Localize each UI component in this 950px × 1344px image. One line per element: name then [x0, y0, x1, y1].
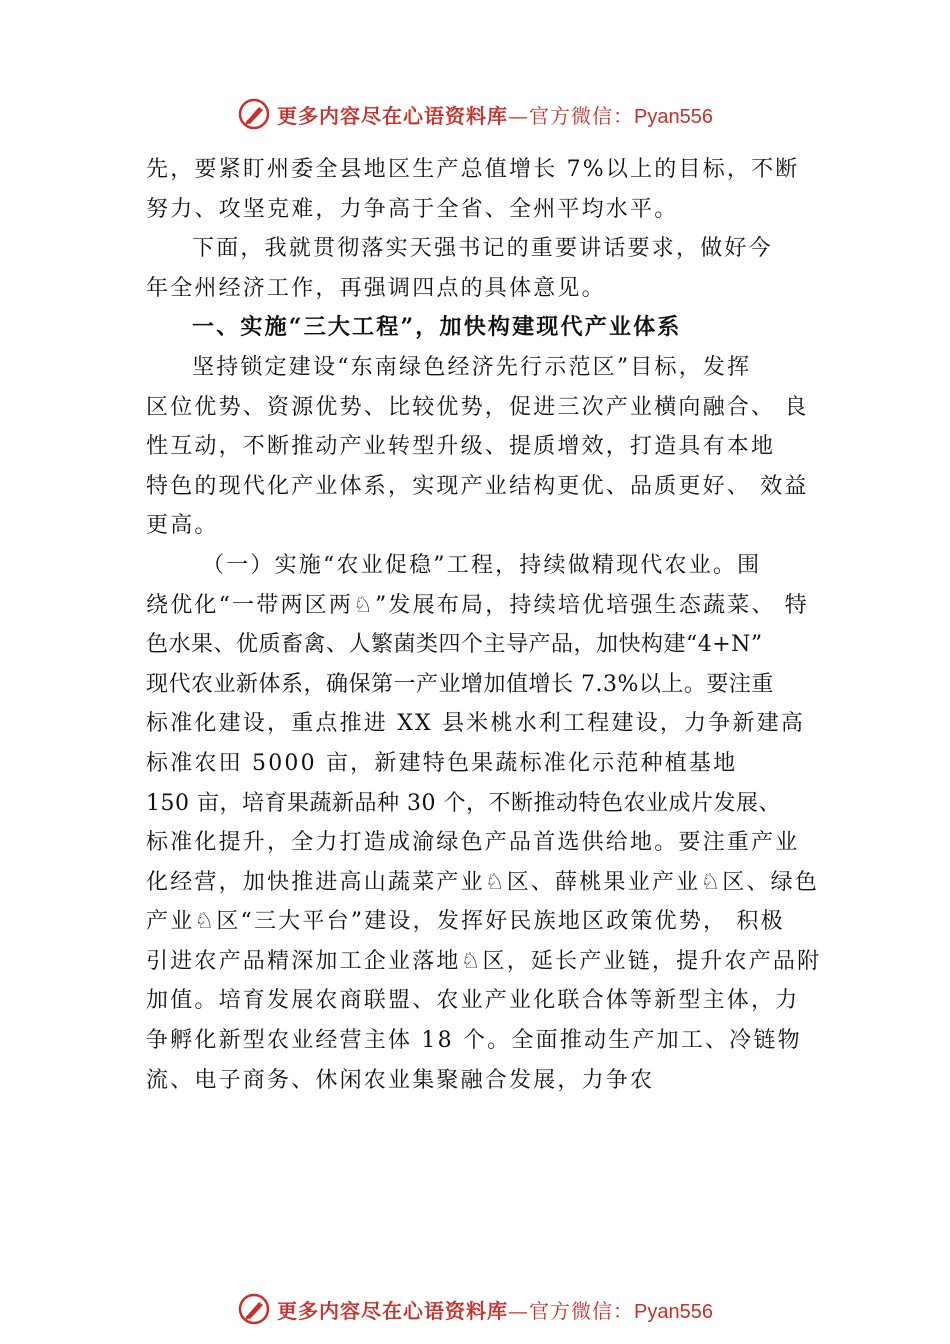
pen-nib-logo-icon: [237, 1292, 271, 1326]
body-line: 特色的现代化产业体系，实现产业结构更优、品质更好、 效益: [146, 473, 809, 499]
footer-banner: [0, 1289, 950, 1329]
body-line: 150 亩，培育果蔬新品种 30 个，不断推动特色农业成片发展、: [146, 790, 781, 816]
footer-banner-id: Pyan556: [634, 1300, 713, 1323]
footer-banner-dash: —: [508, 1298, 530, 1323]
body-line: 争孵化新型农业经营主体 18 个。全面推动生产加工、冷链物: [146, 1028, 802, 1054]
body-line: 区位优势、资源优势、比较优势，促进三次产业横向融合、 良: [146, 394, 809, 420]
body-line: 标准农田 5000 亩，新建特色果蔬标准化示范种植基地: [146, 750, 738, 776]
subsection-heading-line: （一）实施“农业促稳”工程，持续做精现代农业。围: [202, 552, 762, 578]
pen-nib-logo-icon: [237, 97, 271, 131]
body-line: 坚持锁定建设“东南绿色经济先行示范区”目标，发挥: [192, 354, 752, 380]
header-banner-wx: 官方微信：: [529, 103, 635, 128]
section-heading: 一、实施“三大工程”，加快构建现代产业体系: [192, 314, 682, 341]
body-line: 先，要紧盯州委全县地区生产总值增长 7%以上的目标，不断: [146, 157, 800, 182]
body-line: 流、电子商务、休闲农业集聚融合发展，力争农: [146, 1067, 655, 1093]
footer-banner-text: [277, 1295, 713, 1324]
header-banner-dash: —: [508, 103, 530, 128]
body-line: 标准化建设，重点推进 XX 县米桃水利工程建设，力争新建高: [146, 711, 806, 737]
body-line: 性互动，不断推动产业转型升级、提质增效，打造具有本地: [146, 434, 776, 460]
header-banner: [0, 94, 950, 134]
header-banner-main: 更多内容尽在心语资料库: [277, 103, 509, 128]
body-line: 绕优化“一带两区两♘”发展布局，持续培优培强生态蔬菜、 特: [146, 592, 810, 618]
body-line: 加值。培育发展农商联盟、农业产业化联合体等新型主体，力: [146, 988, 800, 1014]
body-line: 更高。: [146, 513, 219, 539]
header-banner-text: [277, 100, 713, 129]
body-line: 年全州经济工作，再强调四点的具体意见。: [146, 275, 606, 301]
footer-banner-wx: 官方微信：: [529, 1298, 635, 1323]
body-line: 产业♘区“三大平台”建设，发挥好民族地区政策优势， 积极: [146, 909, 785, 935]
header-banner-id: Pyan556: [634, 105, 713, 128]
body-line: 色水果、优质畜禽、人繁菌类四个主导产品，加快构建“4+N”: [146, 632, 763, 658]
body-line: 现代农业新体系，确保第一产业增加值增长 7.3%以上。要注重: [146, 671, 774, 697]
body-line: 化经营，加快推进高山蔬菜产业♘区、薛桃果业产业♘区、绿色: [146, 869, 820, 895]
footer-banner-main: 更多内容尽在心语资料库: [277, 1298, 509, 1323]
body-line: 努力、攻坚克难，力争高于全省、全州平均水平。: [146, 196, 679, 222]
body-line: 下面，我就贯彻落实天强书记的重要讲话要求，做好今: [192, 236, 773, 262]
body-line: 标准化提升，全力打造成渝绿色产品首选供给地。要注重产业: [146, 830, 800, 856]
body-line: 引进农产品精深加工企业落地♘区，延长产业链，提升农产品附: [146, 948, 822, 974]
document-body: [146, 150, 826, 1100]
